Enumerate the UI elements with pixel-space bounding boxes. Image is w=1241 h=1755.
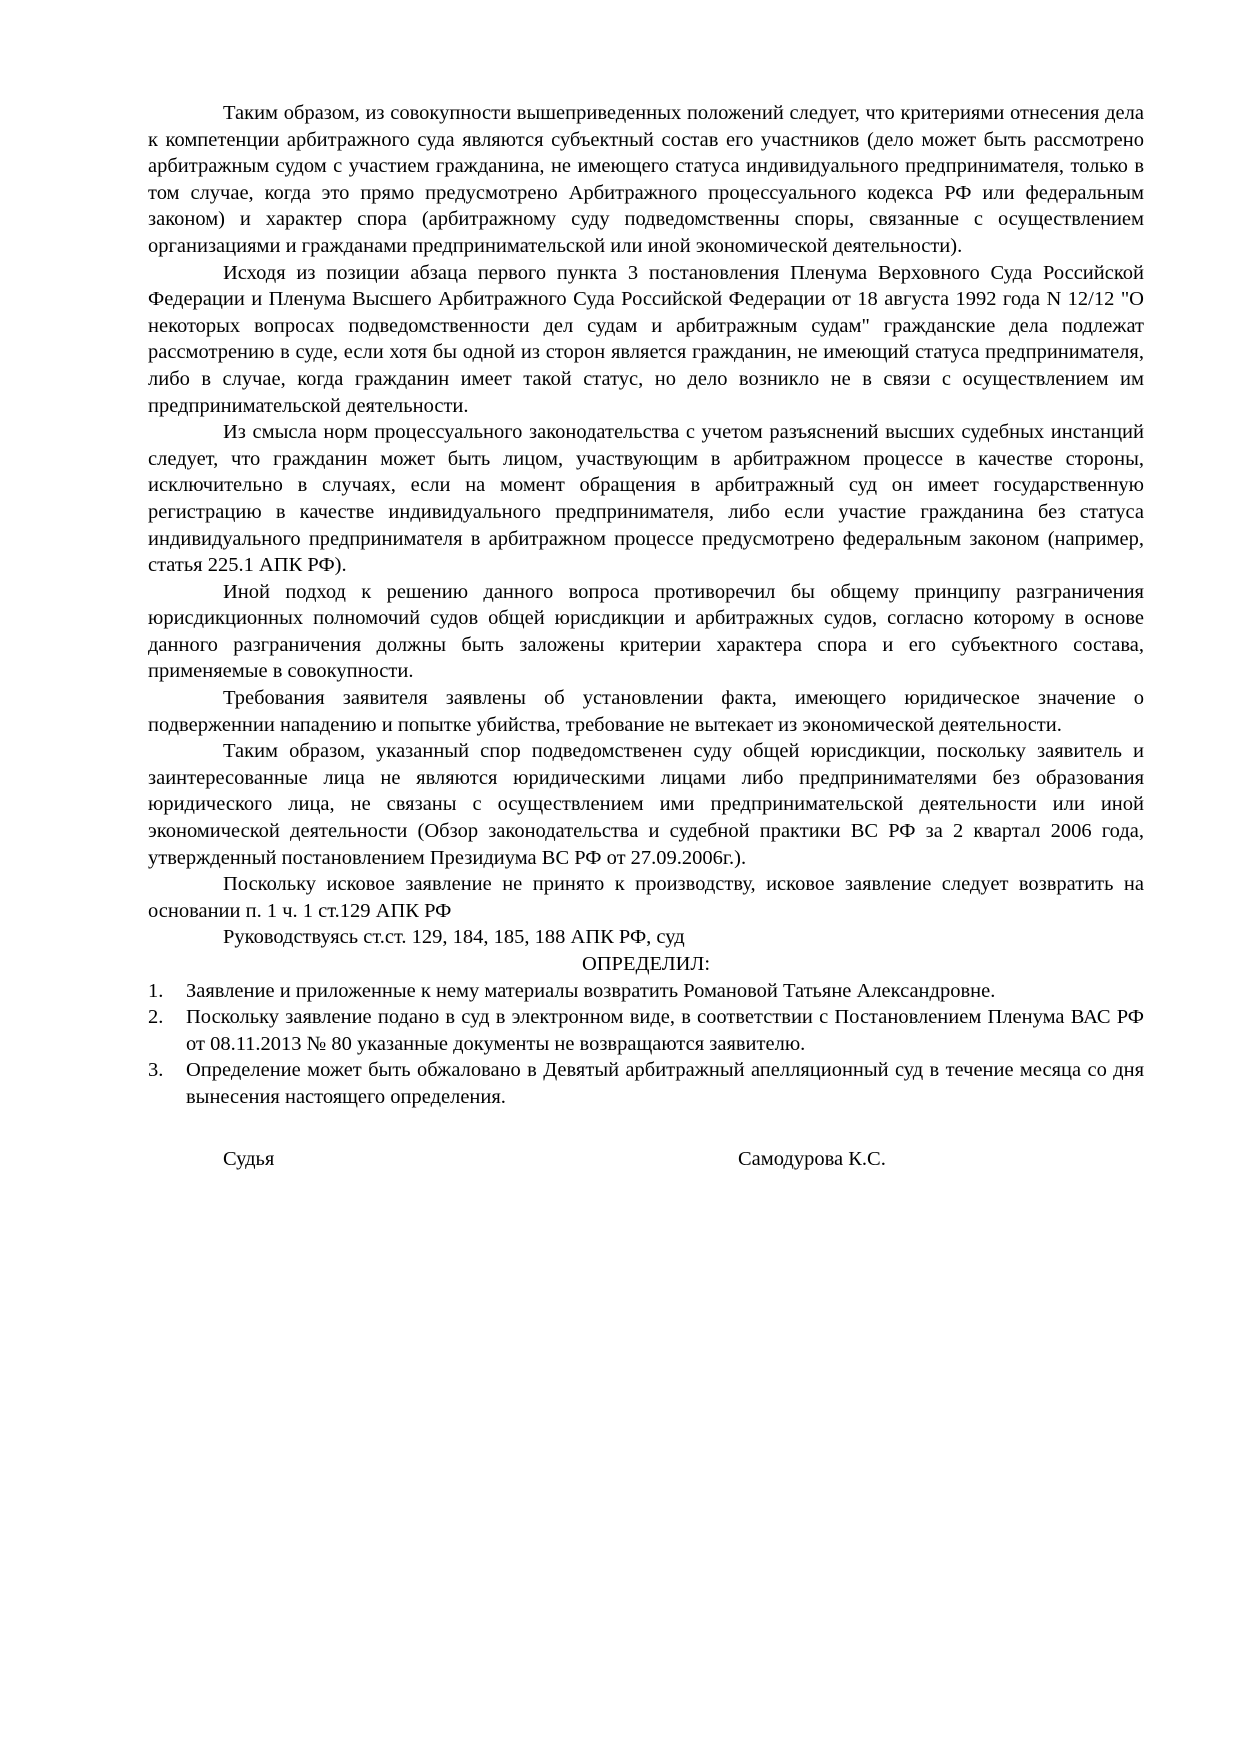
- paragraph-return-basis: Поскольку исковое заявление не принято к производству, исковое заявление следует возвратить на основании п. 1 ч. 1 ст.129 АПК РФ: [148, 873, 1144, 922]
- paragraph-criteria: Таким образом, из совокупности вышеприведенных положений следует, что критериями отнесения дела к компетенции арбитражного суда являются субъектный состав его участников (дело может быть рассмотрено арбитражным судом с участием гражданина, не имеющего статуса индивидуального предпринимателя, только в том случае, когда это прямо предусмотрено Арбитражного процессуального кодекса РФ или федеральным законом) и характер спора (арбитражному суду подведомственны споры, связанные с осуществлением организациями и гражданами предпринимательской или иной экономической деятельности).: [148, 102, 1144, 257]
- document-page: [148, 100, 1144, 1174]
- paragraph-claim-requirements: Требования заявителя заявлены об установлении факта, имеющего юридическое значение о подверженнии нападению и попытке убийства, требование не вытекает из экономической деятельности.: [148, 687, 1144, 736]
- decision-item-number: 1.: [148, 979, 164, 1002]
- decision-list: [148, 978, 1144, 1111]
- paragraph-other-approach: Иной подход к решению данного вопроса противоречил бы общему принципу разграничения юрисдикционных полномочий судов общей юрисдикции и арбитражных судов, согласно которому в основе данного разграничения должны быть заложены критерии характера спора и его субъектного состава, применяемые в совокупности.: [148, 580, 1144, 683]
- signature-block: [148, 1146, 1144, 1174]
- decision-item: [148, 978, 1144, 1005]
- decision-item-text: Поскольку заявление подано в суд в электронном виде, в соответствии с Постановлением Пленума ВАС РФ от 08.11.2013 № 80 указанные документы не возвращаются заявителю.: [186, 1006, 1144, 1055]
- paragraph-plenum-position: Исходя из позиции абзаца первого пункта 3 постановления Пленума Верховного Суда Российской Федерации и Пленума Высшего Арбитражного Суда Российской Федерации от 18 августа 1992 года N 12/12 "О некоторых вопросах подведомственности дел судам и арбитражным судам" гражданские дела подлежат рассмотрению в суде, если хотя бы одной из сторон является гражданин, не имеющий статуса предпринимателя, либо в случае, когда гражданин имеет такой статус, но дело возникло не в связи с осуществлением им предпринимательской деятельности.: [148, 261, 1144, 417]
- decision-item-number: 2.: [148, 1006, 164, 1029]
- decision-item: [148, 1057, 1144, 1110]
- judge-title: Судья: [223, 1147, 275, 1170]
- decision-item-number: 3.: [148, 1059, 164, 1082]
- decision-item-text: Определение может быть обжаловано в Девятый арбитражный апелляционный суд в течение месяца со дня вынесения настоящего определения.: [186, 1059, 1144, 1108]
- paragraph-jurisdiction-conclusion: Таким образом, указанный спор подведомственен суду общей юрисдикции, поскольку заявитель и заинтересованные лица не являются юридическими лицами либо предпринимателями без образования юридического лица, не связаны с осуществлением ими предпринимательской деятельности или иной экономической деятельности (Обзор законодательства и судебной практики ВС РФ за 2 квартал 2006 года, утвержденный постановлением Президиума ВС РФ от 27.09.2006г.).: [148, 740, 1144, 869]
- guided-by-line: Руководствуясь ст.ст. 129, 184, 185, 188 АПК РФ, суд: [223, 926, 685, 949]
- paragraph-procedural-law: Из смысла норм процессуального законодательства с учетом разъяснений высших судебных инстанций следует, что гражданин может быть лицом, участвующим в арбитражном процессе в качестве стороны, исключительно в случаях, если на момент обращения в арбитражный суд он имеет государственную регистрацию в качестве индивидуального предпринимателя, либо если участие гражданина без статуса индивидуального предпринимателя в арбитражном процессе предусмотрено федеральным законом (например, статья 225.1 АПК РФ).: [148, 421, 1144, 577]
- judge-name: Самодурова К.С.: [738, 1147, 886, 1170]
- decision-heading: ОПРЕДЕЛИЛ:: [581, 953, 711, 975]
- decision-item-text: Заявление и приложенные к нему материалы возвратить Романовой Татьяне Александровне.: [186, 979, 996, 1002]
- decision-item: [148, 1004, 1144, 1057]
